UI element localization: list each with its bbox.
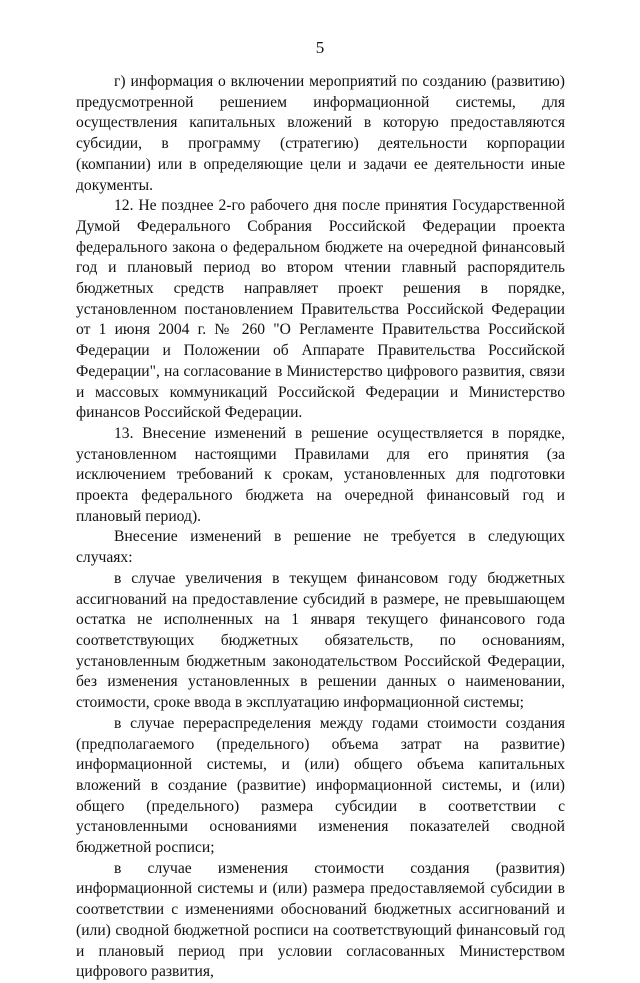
paragraph-case-increase: в случае увеличения в текущем финансовом году бюджетных ассигнований на предоставление субсидий в размере, не превышающем остатка не исполненных на 1 января текущего финансового года соответствующих бюджетных обязательств, по основаниям, установленным бюджетным законодательством Российской Федерации, без изменения установленных в решении данных о наименовании, стоимости, сроке ввода в эксплуатацию информационной системы; bbox=[76, 569, 565, 712]
paragraph-case-cost-change: в случае изменения стоимости создания (развития) информационной системы и (или) размера предоставляемой субсидии в соответствии с изменениями обоснований бюджетных ассигнований и (или) сводной бюджетной росписи на соответствующий финансовый год и плановый период при условии согласованных Министерством цифрового развития, bbox=[76, 859, 565, 981]
paragraph-case-redistribution: в случае перераспределения между годами стоимости создания (предполагаемого (предельного) объема затрат на развитие) информационной системы, и (или) общего объема капитальных вложений в создание (развитие) информационной системы, и (или) общего (предельного) размера субсидии в соответствии с установленными основаниями изменения показателей сводной бюджетной росписи; bbox=[76, 714, 565, 857]
paragraph-item-g: г) информация о включении мероприятий по созданию (развитию) предусмотренной решением информационной системы, для осуществления капитальных вложений в которую предоставляются субсидии, в программу (стратегию) деятельности корпорации (компании) или в определяющие цели и задачи ее деятельности иные документы. bbox=[76, 73, 565, 194]
document-body bbox=[76, 72, 565, 983]
paragraph-exceptions-intro: Внесение изменений в решение не требуется в следующих случаях: bbox=[76, 528, 565, 567]
paragraph-clause-12: 12. Не позднее 2-го рабочего дня после принятия Государственной Думой Федерального Собрания Российской Федерации проекта федерального закона о федеральном бюджете на очередной финансовый год и плановый период во втором чтении главный распорядитель бюджетных средств направляет проект решения в порядке, установленном постановлением Правительства Российской Федерации от 1 июня 2004 г. № 260 "О Регламенте Правительства Российской Федерации и Положении об Аппарате Правительства Российской Федерации", на согласование в Министерство цифрового развития, связи и массовых коммуникаций Российской Федерации и Министерство финансов Российской Федерации. bbox=[76, 197, 565, 422]
page-number: 5 bbox=[315, 38, 325, 57]
paragraph-clause-13: 13. Внесение изменений в решение осуществляется в порядке, установленном настоящими Правилами для его принятия (за исключением требований к срокам, установленных для подготовки проекта федерального бюджета на очередной финансовый год и плановый период). bbox=[76, 424, 565, 525]
